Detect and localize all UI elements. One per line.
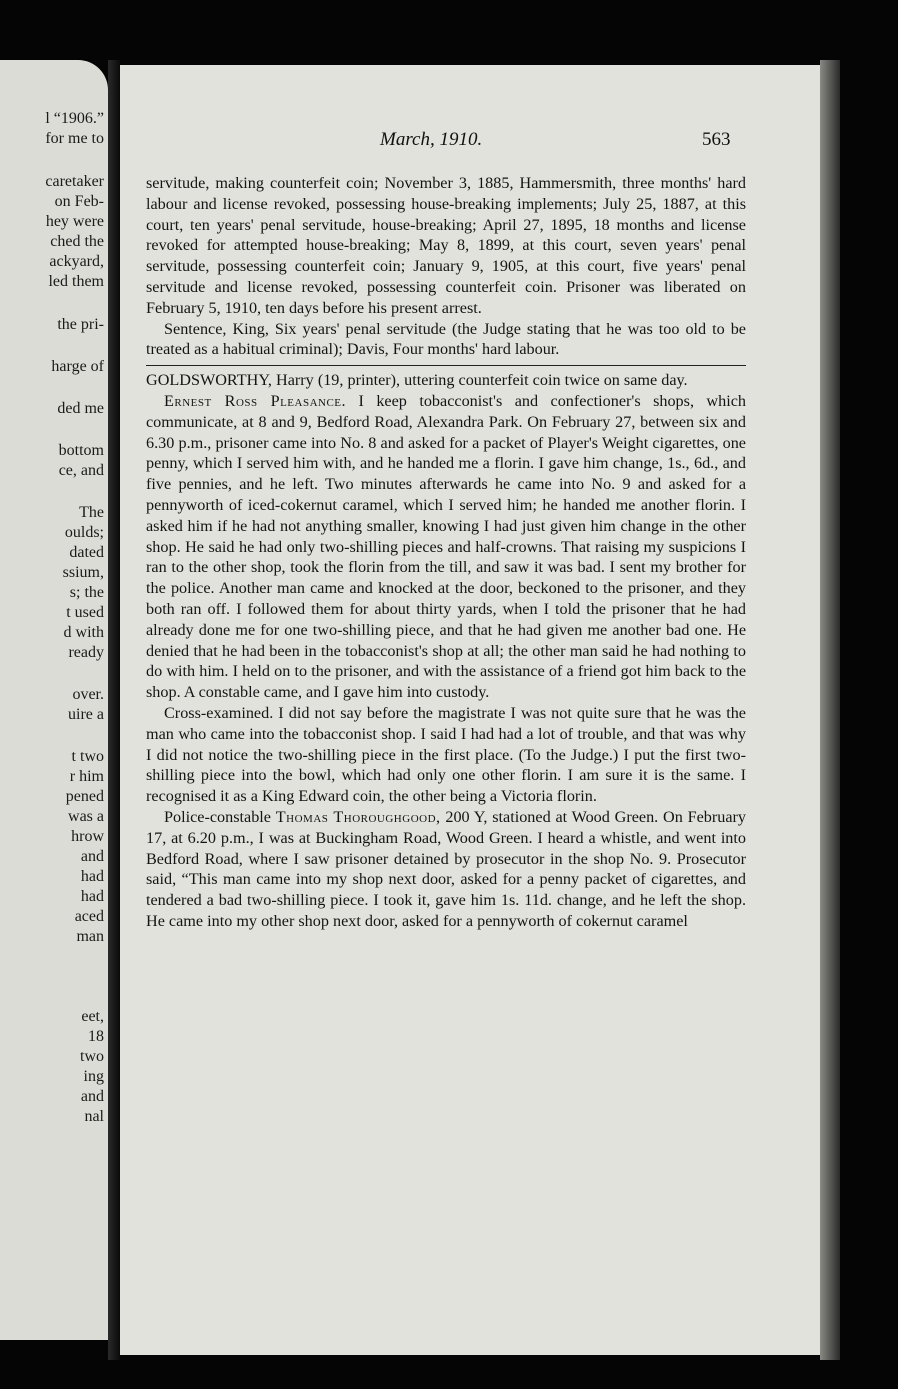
left-page-text-fragment: eet, — [81, 1008, 104, 1025]
left-page-text-fragment: hey were — [45, 213, 104, 230]
witness-prefix: Police-constable — [164, 807, 276, 826]
left-page-text-fragment: on Feb- — [54, 193, 104, 210]
left-page-text-fragment: and — [80, 1088, 104, 1105]
left-page-text-fragment: ssium, — [62, 564, 104, 581]
paragraph-witness-thoroughgood — [146, 807, 746, 932]
right-page — [120, 65, 820, 1355]
left-page-text-fragment: the pri- — [57, 316, 104, 333]
left-page-text-fragment: uire a — [68, 706, 104, 723]
running-header — [120, 129, 820, 159]
left-page-text-fragment: caretaker — [45, 173, 104, 190]
paragraph-sentence-history: servitude, making counterfeit coin; November 3, 1885, Hammersmith, three months' hard labour and license revoked, possessing house-breaking implements; July 25, 1887, at this court, ten years' penal servitude, house-breaking; April 27, 1895, 18 months and license revoked for attempted house-breaking; May 8, 1899, at this court, seven years' penal servitude, possessing counterfeit coin; January 9, 1905, at this court, five years' penal servitude and license revoked, possessing counterfeit coin. Prisoner was liberated on February 5, 1910, ten days before his present arrest. — [146, 174, 746, 317]
left-page-text-fragment: ched the — [50, 233, 104, 250]
left-page-text-fragment: l “1906.” — [45, 110, 104, 127]
left-page-text-fragment: ing — [83, 1068, 104, 1085]
left-page-text-fragment: nal — [84, 1108, 104, 1125]
left-page-text-fragment: ded me — [57, 400, 104, 417]
paragraph-sentence: Sentence, King, Six years' penal servitude (the Judge stating that he was too old to be treated as a habitual criminal); Davis, Four months' hard labour. — [146, 319, 746, 359]
left-page-text-fragment: t used — [66, 604, 104, 621]
header-date: March, 1910. — [380, 129, 483, 150]
left-page-fragment — [0, 60, 108, 1340]
left-page-text-fragment: for me to — [45, 130, 104, 147]
left-page-text-fragment: and — [80, 848, 104, 865]
paragraph-cross-examination: Cross-examined. I did not say before the magistrate I was not quite sure that he was the man who came into the tobacconist shop. I said I had had a lot of trouble, and that was why I did not notice the two-shilling piece in the first place. (To the Judge.) I put the first two-shilling piece into the bowl, which had only one other florin. I am sure it is the same. I recognised it as a King Edward coin, the other being a Victoria florin. — [146, 703, 746, 806]
page-edge — [820, 60, 840, 1360]
page-body — [146, 173, 746, 932]
left-page-text-fragment: t two — [71, 748, 104, 765]
page-number: 563 — [702, 129, 731, 150]
left-page-text-fragment: hrow — [71, 828, 104, 845]
left-page-text-fragment: ce, and — [58, 462, 104, 479]
left-page-text-fragment: aced — [74, 908, 104, 925]
left-page-text-fragment: r him — [69, 768, 104, 785]
left-page-text-fragment: ackyard, — [49, 253, 104, 270]
left-page-text-fragment: pened — [65, 788, 104, 805]
left-page-text-fragment: The — [79, 504, 104, 521]
left-page-text-fragment: ready — [68, 644, 104, 661]
left-page-text-fragment: harge of — [51, 358, 104, 375]
left-page-text-fragment: two — [80, 1048, 104, 1065]
left-page-text-fragment: was a — [68, 808, 104, 825]
book-gutter — [108, 60, 120, 1360]
left-page-text-fragment: d with — [63, 624, 104, 641]
left-page-text-fragment: s; the — [69, 584, 104, 601]
left-page-text-fragment: oulds; — [64, 524, 104, 541]
left-page-text-fragment: man — [76, 928, 104, 945]
left-page-text-fragment: led them — [48, 273, 104, 290]
paragraph-witness-pleasance — [146, 391, 746, 703]
witness-testimony: I keep tobacconist's and confectioner's shops, which communicate, at 8 and 9, Bedford Road, Alexandra Park. On February 27, between six and 6.30 p.m., prisoner came into No. 8 and asked for a packet of Player's Weight cigarettes, one penny, which I served him with, and he handed me a florin. I gave him change, 1s., 6d., and five pennies, and he left. Two minutes afterwards he came into No. 9 and asked for a pennyworth of iced-cokernut caramel, which I served him; he handed me another florin. I asked him if he had not anything smaller, knowing I had just given him change in the other shop. He said he had only two-shilling pieces and half-crowns. That raising my suspicions I ran to the other shop, took the florin from the till, and saw it was bad. I sent my brother for the police. Another man came and knocked at the door, beckoned to the prisoner, and they both ran off. I followed them for about thirty yards, when I told the prisoner that he had already done me for one two-shilling piece, and that he had given me another bad one. He denied that he had been in the tobacconist's shop at all; the other man said he had nothing to do with him. I held on to the prisoner, and with the assistance of a friend got him back to the shop. A constable came, and I gave him into custody. — [146, 391, 746, 702]
witness-name: Ernest Ross Pleasance. — [164, 391, 347, 410]
case-divider — [146, 365, 746, 366]
witness-testimony: 200 Y, stationed at Wood Green. On February 17, at 6.20 p.m., I was at Buckingham Road, Wood Green. I heard a whistle, and went into Bedford Road, where I saw prisoner detained by prosecutor in the shop No. 9. Prosecutor said, “This man came into my shop next door, asked for a penny packet of cigarettes, and tendered a bad two-shilling piece. I took it, gave him 1s. 11d. change, and he left the shop. He came into my other shop next door, asked for a pennyworth of cokernut caramel — [146, 807, 746, 930]
case-title: GOLDSWORTHY, Harry (19, printer), uttering counterfeit coin twice on same day. — [146, 371, 688, 390]
left-page-text-fragment: over. — [72, 686, 104, 703]
left-page-text-fragment: 18 — [88, 1028, 104, 1045]
witness-name: Thomas Thoroughgood, — [275, 807, 441, 826]
left-page-text-fragment: had — [80, 888, 104, 905]
left-page-text-fragment: bottom — [58, 442, 104, 459]
left-page-text-fragment: dated — [69, 544, 104, 561]
left-page-text-fragment: had — [80, 868, 104, 885]
